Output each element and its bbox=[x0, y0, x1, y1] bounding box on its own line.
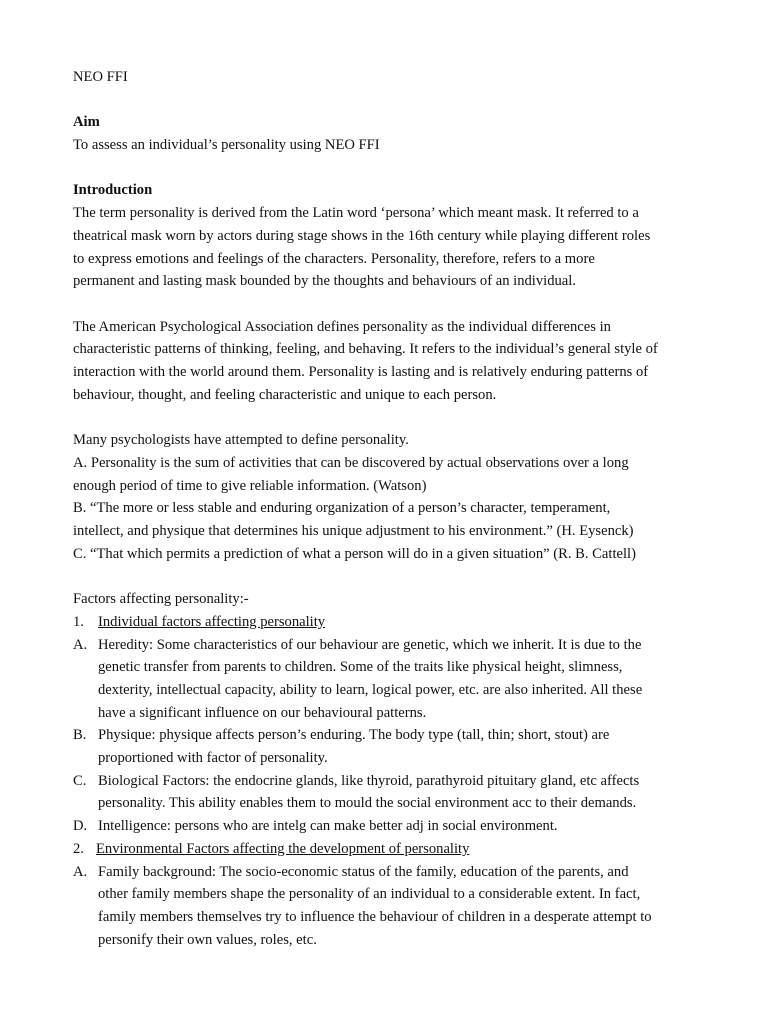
definitions-list bbox=[73, 452, 708, 566]
list-item-line: Heredity: Some characteristics of our behaviour are genetic, which we inherit. It is due to the bbox=[98, 636, 642, 653]
list-item-text bbox=[98, 770, 708, 815]
spacer bbox=[73, 89, 708, 112]
paragraph-line: to express emotions and feelings of the characters. Personality, therefore, refers to a more bbox=[73, 250, 595, 267]
list-item-line: have a significant influence on our behavioural patterns. bbox=[98, 704, 427, 721]
paragraph-line: The term personality is derived from the Latin word ‘persona’ which meant mask. It referred to a bbox=[73, 205, 639, 222]
list-item-text bbox=[98, 815, 708, 838]
list-item-line: Family background: The socio-economic status of the family, education of the parents, and bbox=[98, 863, 629, 880]
definition-line: enough period of time to give reliable information. (Watson) bbox=[73, 477, 427, 494]
introduction-heading: Introduction bbox=[73, 182, 153, 199]
list-item-intelligence bbox=[73, 815, 708, 838]
list-marker: A. bbox=[73, 636, 88, 653]
list-item-line: Physique: physique affects person’s enduring. The body type (tall, thin; short, stout) are bbox=[98, 727, 610, 744]
definition-line: B. “The more or less stable and enduring organization of a person’s character, temperament, bbox=[73, 500, 611, 517]
list-item-text bbox=[98, 724, 708, 769]
list-marker: 2. bbox=[73, 840, 84, 857]
list-marker: B. bbox=[73, 727, 87, 744]
list-item-line: dexterity, intellectual capacity, ability to learn, logical power, etc. are also inherited. All these bbox=[98, 681, 643, 698]
section-1-heading bbox=[73, 611, 708, 634]
spacer bbox=[73, 565, 708, 588]
list-marker: 1. bbox=[73, 613, 84, 630]
paragraph-line: characteristic patterns of thinking, feeling, and behaving. It refers to the individual’s general style of bbox=[73, 341, 658, 358]
paragraph-line: The American Psychological Association defines personality as the individual differences in bbox=[73, 318, 611, 335]
aim-heading: Aim bbox=[73, 114, 100, 131]
list-item-line: Biological Factors: the endocrine glands, like thyroid, parathyroid pituitary gland, etc affects bbox=[98, 772, 640, 789]
list-item-text bbox=[98, 634, 708, 725]
list-item-line: proportioned with factor of personality. bbox=[98, 750, 328, 767]
spacer bbox=[73, 157, 708, 180]
section-2-label: Environmental Factors affecting the development of personality bbox=[96, 840, 470, 857]
list-marker: D. bbox=[73, 818, 88, 835]
section-2-heading bbox=[73, 838, 708, 861]
list-item-line: Intelligence: persons who are intelg can make better adj in social environment. bbox=[98, 818, 558, 835]
paragraph-line: theatrical mask worn by actors during stage shows in the 16th century while playing different roles bbox=[73, 227, 651, 244]
list-item-physique bbox=[73, 724, 708, 769]
paragraph-line: behaviour, thought, and feeling characteristic and unique to each person. bbox=[73, 386, 497, 403]
factors-heading: Factors affecting personality:- bbox=[73, 591, 249, 608]
aim-text: To assess an individual’s personality using NEO FFI bbox=[73, 137, 380, 154]
section-1-label: Individual factors affecting personality bbox=[98, 613, 326, 630]
document-title: NEO FFI bbox=[73, 69, 128, 85]
list-marker: A. bbox=[73, 863, 88, 880]
definitions-intro: Many psychologists have attempted to define personality. bbox=[73, 432, 409, 449]
paragraph-line: permanent and lasting mask bounded by the thoughts and behaviours of an individual. bbox=[73, 273, 576, 290]
paragraph-line: interaction with the world around them. Personality is lasting and is relatively enduring patterns of bbox=[73, 364, 649, 381]
list-item-family-background bbox=[73, 861, 708, 952]
list-item-line: family members themselves try to influence the behaviour of children in a desperate attempt to bbox=[98, 908, 652, 925]
intro-paragraph-1 bbox=[73, 202, 708, 293]
spacer bbox=[73, 293, 708, 316]
list-item-line: personality. This ability enables them to mould the social environment acc to their demands. bbox=[98, 795, 637, 812]
list-marker: C. bbox=[73, 772, 87, 789]
spacer bbox=[73, 407, 708, 430]
list-item-line: other family members shape the personality of an individual to a considerable extent. In fact, bbox=[98, 886, 641, 903]
definition-line: intellect, and physique that determines his unique adjustment to his environment.” (H. Eysenck) bbox=[73, 523, 634, 539]
intro-paragraph-2 bbox=[73, 316, 708, 407]
list-item-biological-factors bbox=[73, 770, 708, 815]
list-item-heredity bbox=[73, 634, 708, 725]
list-item-line: personify their own values, roles, etc. bbox=[98, 931, 317, 948]
list-item-text bbox=[98, 861, 708, 952]
definition-line: C. “That which permits a prediction of what a person will do in a given situation” (R. B. Cattell) bbox=[73, 545, 636, 562]
definition-line: A. Personality is the sum of activities that can be discovered by actual observations over a long bbox=[73, 454, 629, 471]
list-item-line: genetic transfer from parents to children. Some of the traits like physical height, slimness, bbox=[98, 659, 623, 676]
